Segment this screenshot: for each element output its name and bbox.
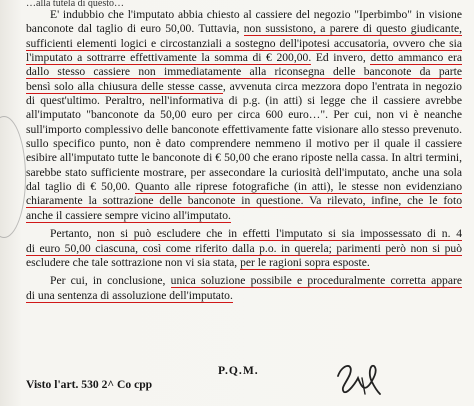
underlined-segment: non si può escludere che in effetti l'imputato si sia impossessato di n. 4 bbox=[26, 227, 462, 241]
heading-cut: …alla tutela di questo… bbox=[26, 0, 125, 8]
text-line bbox=[26, 8, 462, 22]
text-line bbox=[26, 65, 462, 79]
text-line bbox=[26, 274, 462, 288]
text-line bbox=[26, 227, 462, 241]
text-line bbox=[26, 194, 462, 208]
underlined-segment: anche il cassiere sempre vicino all'imputato. bbox=[26, 208, 231, 222]
text-line bbox=[26, 151, 462, 165]
underlined-segment: l'imputato a sottrarre effettivamente la somma di € 200,00. bbox=[26, 51, 312, 65]
text-segment: dal taglio di € 50,00. bbox=[26, 180, 136, 194]
text-line bbox=[26, 37, 462, 51]
text-segment: banconote dal taglio di euro 50,00. Tuttavia, bbox=[26, 22, 244, 36]
underlined-segment: detto ammanco era bbox=[26, 51, 462, 65]
handwritten-signature bbox=[334, 358, 382, 400]
text-line bbox=[26, 80, 462, 94]
underlined-segment: chiaramente la sottrazione delle banconote in questione. Va rilevato, infine, che le foto bbox=[26, 194, 462, 208]
text-line bbox=[26, 209, 462, 223]
text-segment: Per cui, in conclusione, bbox=[50, 274, 171, 288]
text-segment: E' indubbio che l'imputato abbia chiesto al cassiere del negozio "Iperbimbo" in visione bbox=[50, 8, 462, 21]
text-segment: esibire all'imputato tutte le banconote di € 50,00 che erano riposte nella cassa. In altri termini, bbox=[26, 151, 462, 165]
text-line bbox=[26, 242, 462, 256]
text-line bbox=[26, 180, 462, 194]
pqm-heading: P.Q.M. bbox=[218, 364, 259, 377]
sentence-body bbox=[26, 0, 462, 303]
underlined-segment: Quanto alle riprese fotografiche (in atti), le stesse non evidenziano bbox=[135, 180, 462, 194]
legal-reference: Visto l'art. 530 2^ Co cpp bbox=[26, 378, 153, 391]
text-line bbox=[26, 166, 462, 180]
underlined-segment: di euro 50,00 ciascuna, così come riferito dalla p.o. in querela; parimenti però non si può bbox=[26, 242, 462, 256]
underlined-segment: dallo stesso cassiere non immediatamente alla riconsegna delle banconote da parte bbox=[26, 65, 462, 79]
text-segment: escludere che tale sottrazione non vi sia stata, bbox=[26, 255, 241, 269]
underlined-segment: non sussistono, a parere di questo giudicante, bbox=[243, 22, 462, 36]
text-segment: sarebbe stato sufficiente mostrare, per assecondare la curiosità dell'imputato, anche una sola bbox=[26, 165, 462, 179]
underlined-segment: sufficienti elementi logici e circostanziali a sostegno dell'ipotesi accusatoria, ovvero che sia bbox=[26, 37, 462, 51]
text-segment: sullo specifico punto, non è dato comprendere nemmeno il motivo per il quale il cassiere bbox=[26, 137, 462, 151]
text-segment: all'imputato "banconote da 50,00 euro per circa 600 euro…". Per cui, non vi è neanche bbox=[26, 108, 462, 122]
text-line bbox=[26, 256, 462, 270]
text-segment: , avvenuta circa mezzora dopo l'entrata in negozio bbox=[222, 79, 462, 93]
underlined-segment: di una sentenza di assoluzione dell'imputato. bbox=[26, 288, 233, 302]
footer bbox=[26, 364, 466, 400]
text-segment: sull'importo complessivo delle banconote effettivamente fatte visionare allo stesso prevenuto. bbox=[26, 122, 462, 136]
underlined-segment: per le ragioni sopra esposte. bbox=[240, 255, 370, 269]
text-line bbox=[26, 51, 462, 65]
underlined-segment: unica soluzione possibile e proceduralmente corretta appare bbox=[26, 274, 462, 288]
text-line bbox=[26, 108, 462, 122]
text-line bbox=[26, 123, 462, 137]
text-segment: Ed invero, bbox=[311, 51, 371, 65]
text-segment: di quest'ultimo. Peraltro, nell'informativa di p.g. (in atti) si legge che il cassiere avrebbe bbox=[26, 94, 462, 108]
text-line bbox=[26, 137, 462, 151]
text-line bbox=[26, 289, 462, 303]
text-segment: Pertanto, bbox=[50, 227, 98, 241]
court-stamp bbox=[0, 116, 26, 238]
underlined-segment: bensì solo alla chiusura delle stesse casse bbox=[26, 79, 223, 93]
text-line bbox=[26, 22, 462, 36]
text-line bbox=[26, 94, 462, 108]
